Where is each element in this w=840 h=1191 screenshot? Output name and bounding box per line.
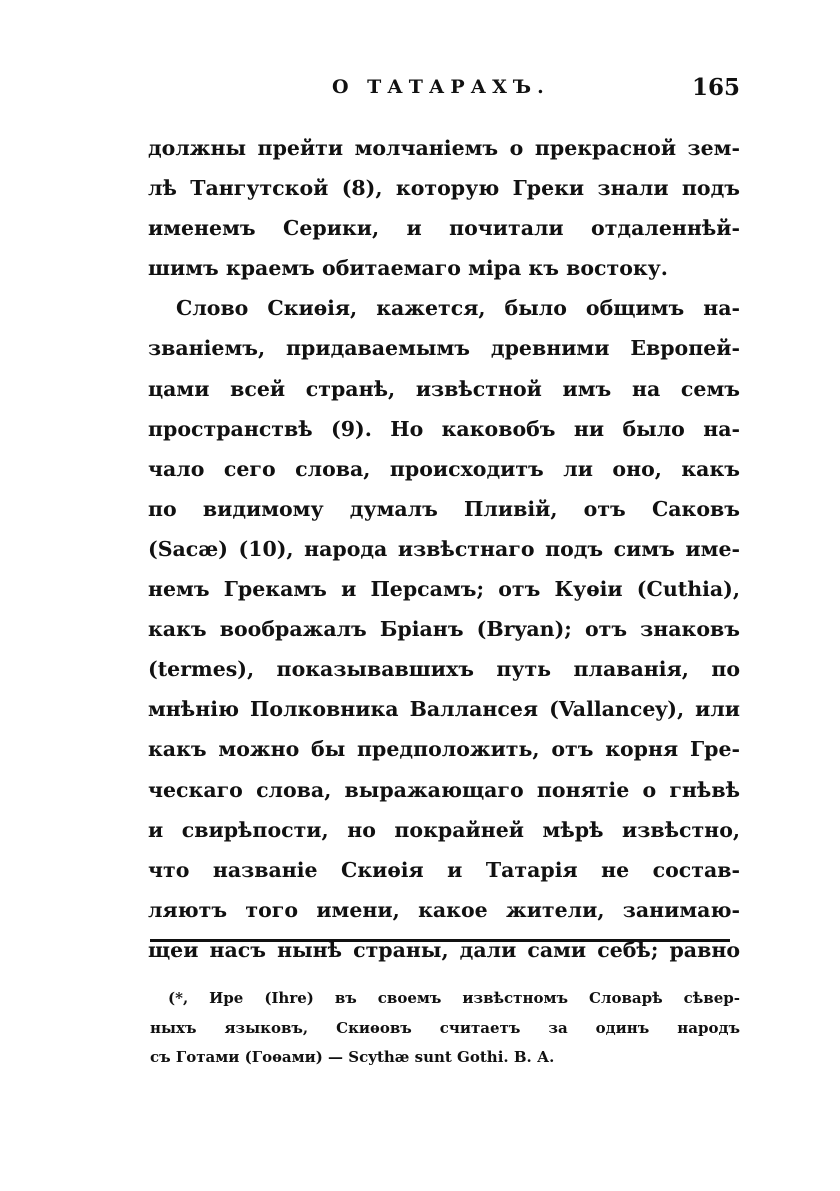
text-line: шимъ краемъ обитаемаго міра къ востоку. <box>148 256 668 281</box>
text-line: немъ Грекамъ и Персамъ; отъ Куѳіи (Cuthia), <box>148 577 740 602</box>
footnote <box>150 984 740 1073</box>
text-line: (Sacæ) (10), народа извѣстнаго подъ симъ име- <box>148 536 740 561</box>
text-line: и свирѣпости, но покрайней мѣрѣ извѣстно, <box>148 817 740 842</box>
footnote-line: (*, Ире (Ihre) въ своемъ извѣстномъ Словарѣ сѣвер- <box>168 989 740 1007</box>
text-line: лѣ Тангутской (8), которую Греки знали подъ <box>148 176 740 201</box>
text-line: именемъ Серики, и почитали отдаленнѣй- <box>148 216 740 241</box>
footnote-line: ныхъ языковъ, Скиѳовъ считаетъ за одинъ народъ <box>150 1018 740 1037</box>
running-title: О ТАТАРАХЪ. <box>332 76 550 98</box>
page-number: 165 <box>691 74 740 101</box>
text-line: (termes), показывавшихъ путь плаванія, по <box>148 657 740 682</box>
text-line: чало сего слова, происходитъ ли оно, какъ <box>148 456 740 481</box>
text-line: какъ воображалъ Бріанъ (Bryan); отъ знаковъ <box>148 617 740 642</box>
page-header <box>148 74 740 110</box>
text-line: пространствѣ (9). Но каковобъ ни было на- <box>148 416 740 441</box>
text-line: ческаго слова, выражающаго понятіе о гнѣвѣ <box>148 777 740 802</box>
text-line: по видимому думалъ Пливій, отъ Саковъ <box>148 496 740 521</box>
text-line: должны прейти молчаніемъ о прекрасной зем- <box>148 136 740 160</box>
text-line: мнѣнію Полковника Валлансея (Vallancey), или <box>148 697 740 722</box>
text-line: щеи насъ нынѣ страны, дали сами себѣ; равно <box>148 937 740 962</box>
text-line: цами всей странѣ, извѣстной имъ на семъ <box>148 376 740 401</box>
text-line: Слово Скиѳія, кажется, было общимъ на- <box>176 296 740 321</box>
footnote-divider <box>150 939 730 942</box>
text-line: ляютъ того имени, какое жители, занимаю- <box>148 897 740 922</box>
main-text <box>148 128 740 970</box>
text-line: званіемъ, придаваемымъ древними Европей- <box>148 336 740 361</box>
footnote-line: съ Готами (Гоѳами) — Scythæ sunt Gothi. В. А. <box>150 1048 555 1066</box>
text-line: что названіе Скиѳія и Татарія не состав- <box>148 857 740 882</box>
text-line: какъ можно бы предположить, отъ корня Гре- <box>148 737 740 762</box>
